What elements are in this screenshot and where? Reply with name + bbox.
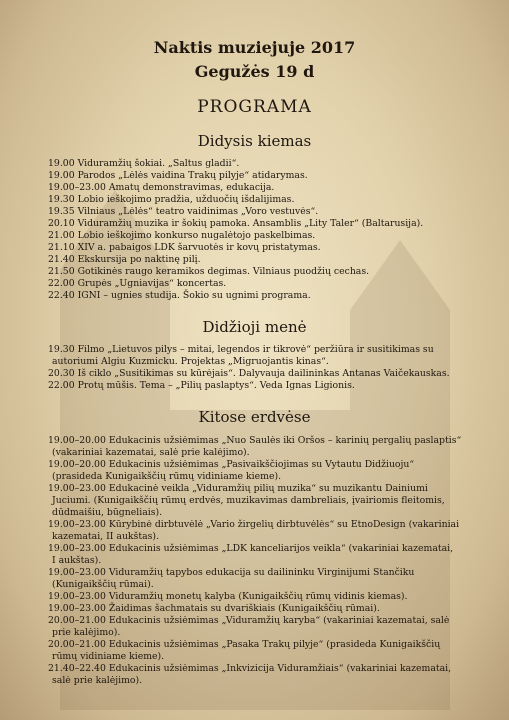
list-item (48, 368, 488, 380)
list-item: 19.00–23.00 Amatų demonstravimas, edukacija. (48, 182, 275, 193)
list-item (48, 344, 488, 368)
list-item: 21.40 Ekskursija po naktinę pilį. (48, 254, 201, 265)
list-item (48, 639, 488, 663)
section-heading-didzioji-mene: Didžioji menė (202, 318, 307, 336)
event-date: Gegužės 19 d (194, 62, 315, 81)
list-item-line: 19.00–23.00 Viduramžių tapybos edukacija su dailininku Virginijumi Stančiku (48, 567, 415, 578)
list-item-line: 19.00–20.00 Edukacinis užsiėmimas „Nuo Saulės iki Oršos – karinių pergalių paslaptis“ (48, 435, 462, 446)
list-item (48, 435, 488, 459)
list-item: 21.00 Lobio ieškojimo konkurso nugalėtojo paskelbimas. (48, 230, 316, 241)
list-item: 19.30 Lobio ieškojimo pradžia, užduočių išdalijimas. (48, 194, 295, 205)
didysis-kiemas-list (48, 158, 488, 302)
list-item: 20.10 Viduramžių muzika ir šokių pamoka. Ansamblis „Lity Taler“ (Baltarusija). (48, 218, 424, 229)
list-item-line: 19.30 Filmo „Lietuvos pilys – mitai, legendos ir tikrovė“ peržiūra ir susitikimas su (48, 344, 434, 355)
list-item: 22.40 IGNI – ugnies studija. Šokio su ugnimi programa. (48, 290, 311, 301)
list-item-line: 19.00–23.00 Žaidimas šachmatais su dvariškiais (Kunigaikščių rūmai). (48, 603, 380, 614)
list-item-line: 20.30 Iš ciklo „Susitikimas su kūrėjais“. Dalyvauja dailininkas Antanas Vaičekauskas. (48, 368, 450, 379)
list-item-line: dūdmaišiu, būgneliais). (52, 507, 163, 518)
list-item-line: (prasideda Kunigaikščių rūmų vidiniame kieme). (52, 471, 282, 482)
program-heading: PROGRAMA (197, 97, 312, 117)
section-heading-kitose-erdvese: Kitose erdvėse (198, 408, 311, 426)
list-item (48, 483, 488, 519)
list-item: 21.10 XIV a. pabaigos LDK šarvuotės ir kovų pristatymas. (48, 242, 321, 253)
list-item (48, 603, 488, 615)
list-item: 19.00 Parodos „Lėlės vaidina Trakų pilyje“ atidarymas. (48, 170, 308, 181)
didzioji-mene-list (48, 344, 488, 392)
list-item-line: prie kalėjimo). (52, 627, 121, 638)
list-item (48, 459, 488, 483)
list-item-line: autoriumi Algiu Kuzmicku. Projektas „Migruojantis kinas“. (52, 356, 329, 367)
list-item-line: kazematai, II aukštas). (52, 531, 159, 542)
list-item (48, 663, 488, 687)
list-item (48, 567, 488, 591)
list-item: 22.00 Grupės „Ugniavijas“ koncertas. (48, 278, 227, 289)
list-item-line: 19.00–23.00 Viduramžių monetų kalyba (Kunigaikščių rūmų vidinis kiemas). (48, 591, 408, 602)
list-item-line: 20.00–21.00 Edukacinis užsiėmimas „Pasaka Trakų pilyje“ (prasideda Kunigaikščių (48, 639, 441, 650)
list-item-line: 19.00–23.00 Edukacinis užsiėmimas „LDK kanceliarijos veikla“ (vakariniai kazematai, (48, 543, 454, 554)
list-item-line: I aukštas). (52, 555, 102, 566)
list-item (48, 519, 488, 543)
list-item-line: 20.00–21.00 Edukacinis užsiėmimas „Viduramžių karyba“ (vakariniai kazematai, salė (48, 615, 450, 626)
list-item (48, 615, 488, 639)
list-item (48, 591, 488, 603)
list-item-line: 21.40–22.40 Edukacinis užsiėmimas „Inkvizicija Viduramžiais“ (vakariniai kazematai, (48, 663, 452, 674)
list-item: 19.00 Viduramžių šokiai. „Saltus gladii“. (48, 158, 240, 169)
list-item-line: (Kunigaikščių rūmai). (52, 579, 154, 590)
section-heading-didysis-kiemas: Didysis kiemas (197, 132, 312, 150)
list-item-line: (vakariniai kazematai, salė prie kalėjimo). (52, 447, 250, 458)
list-item-line: 19.00–23.00 Edukacinė veikla „Viduramžių pilių muzika“ su muzikantu Dainiumi (48, 483, 428, 494)
list-item (48, 543, 488, 567)
list-item-line: 19.00–23.00 Kūrybinė dirbtuvėlė „Vario žirgelių dirbtuvėlės“ su EtnoDesign (vakariniai (48, 519, 460, 530)
list-item: 21.50 Gotikinės raugo keramikos degimas. Vilniaus puodžių cechas. (48, 266, 370, 277)
list-item-line: rūmų vidiniame kieme). (52, 651, 165, 662)
list-item-line: 22.00 Protų mūšis. Tema – „Pilių paslaptys“. Veda Ignas Ligionis. (48, 380, 355, 391)
list-item-line: 19.00–20.00 Edukacinis užsiėmimas „Pasivaikščiojimas su Vytautu Didžiuoju“ (48, 459, 415, 470)
list-item-line: salė prie kalėjimo). (52, 675, 143, 686)
event-title: Naktis muziejuje 2017 (153, 38, 356, 57)
list-item (48, 380, 488, 392)
list-item-line: Juciumi. (Kunigaikščių rūmų erdvės, muzikavimas dambreliais, įvairiomis fleitomis, (52, 495, 445, 506)
kitose-erdvese-list (48, 435, 488, 687)
list-item: 19.35 Vilniaus „Lėlės“ teatro vaidinimas „Voro vestuvės“. (48, 206, 319, 217)
